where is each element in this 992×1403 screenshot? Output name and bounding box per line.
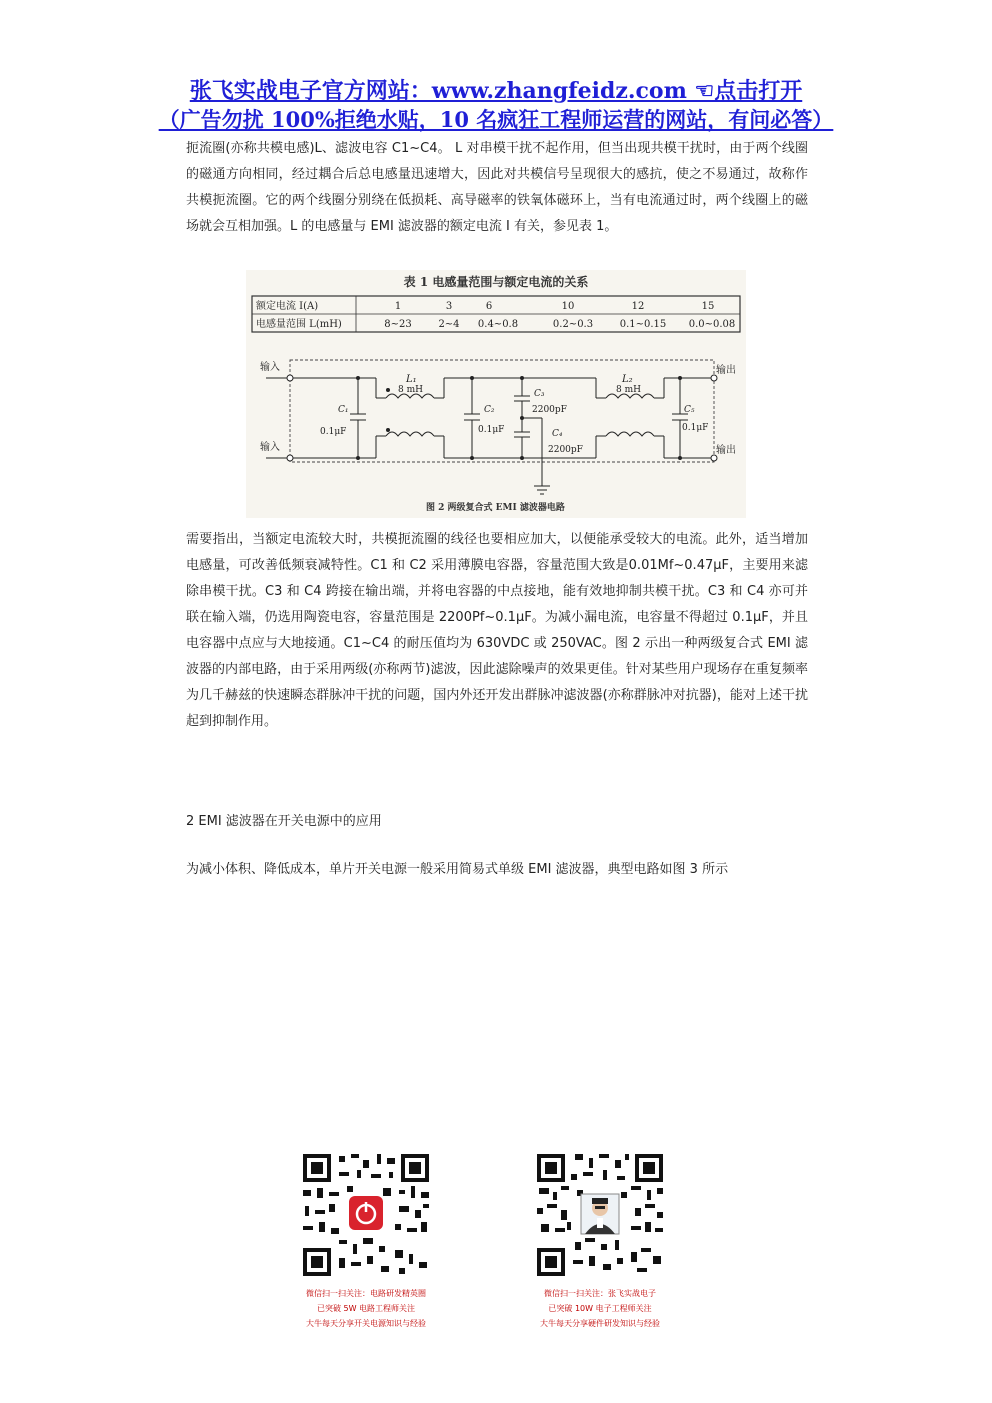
output-label-top: 输出 (716, 365, 736, 376)
table-current-cell: 1 (394, 301, 402, 312)
table-title: 表 1 电感量范围与额定电流的关系 (403, 275, 589, 289)
paragraph-single-stage: 为减小体积、降低成本，单片开关电源一般采用简易式单级 EMI 滤波器，典型电路如图 3 所示 (186, 862, 729, 877)
output-terminal-top (711, 375, 717, 381)
table-range-cell: 0.2~0.3 (552, 319, 594, 330)
C2-value: 0.1μF (478, 425, 505, 435)
C3-value: 2200pF (532, 405, 567, 415)
power-logo-icon (349, 1196, 383, 1230)
input-label-bottom: 输入 (260, 442, 280, 453)
qr-code-left[interactable] (299, 1150, 433, 1280)
table-range-cell: 2~4 (438, 319, 460, 330)
table-current-cell: 3 (445, 301, 453, 312)
section-heading: 2 EMI 滤波器在开关电源中的应用 (186, 814, 382, 829)
qr-caption-left-3: 大牛每天分享开关电源知识与经验 (306, 1319, 426, 1328)
website-banner-link[interactable]: 张飞实战电子官方网站：www.zhangfeidz.com ☜点击打开 (189, 78, 803, 104)
C4-label: C₄ (552, 429, 563, 439)
table-current-cell: 12 (631, 301, 645, 312)
figure-caption: 图 2 两级复合式 EMI 滤波器电路 (426, 503, 565, 513)
qr-code-block-right[interactable] (530, 1150, 670, 1329)
output-label-bottom: 输出 (716, 445, 736, 456)
website-banner-subtitle[interactable]: （广告勿扰 100%拒绝水贴，10 名疯狂工程师运营的网站，有问必答） (158, 107, 834, 132)
input-label-top: 输入 (260, 362, 280, 373)
input-terminal-bottom (287, 455, 293, 461)
C3-label: C₃ (534, 389, 545, 399)
figure-svg (246, 270, 746, 518)
qr-caption-right-1: 微信扫一扫关注：张飞实战电子 (544, 1289, 656, 1298)
filter-enclosure (290, 360, 714, 462)
table-range-cell: 8~23 (384, 319, 412, 330)
qr-code-block-left[interactable] (296, 1150, 436, 1329)
table-and-circuit-figure (246, 270, 746, 518)
input-terminal-top (287, 375, 293, 381)
C4-value: 2200pF (548, 445, 583, 455)
paragraph-choke-description: 扼流圈(亦称共模电感)L、滤波电容 C1~C4。 L 对串模干扰不起作用，但当出现共模干扰时，由于两个线圈的磁通方向相同，经过耦合后总电感量迅速增大，因此对共模信号呈现很大的感抗，使之不易通过，故称作共模扼流圈。它的两个线圈分别绕在低损耗、高导磁率的铁氧体磁环上，当有电流通过时，两个线圈上的磁场就会互相加强。L 的电感量与 EMI 滤波器的额定电流 I 有关，参见表 1。 (186, 141, 808, 234)
table-current-cell: 10 (561, 301, 575, 312)
qr-caption-right-3: 大牛每天分享硬件研发知识与经验 (540, 1319, 660, 1328)
L2-value: 8 mH (616, 385, 641, 395)
qr-caption-left-1: 微信扫一扫关注：电路研发精英圈 (306, 1289, 426, 1298)
table-current-cell: 15 (701, 301, 715, 312)
paragraph-capacitor-description: 需要指出，当额定电流较大时，共模扼流圈的线径也要相应加大，以便能承受较大的电流。此外，适当增加电感量，可改善低频衰减特性。C1 和 C2 采用薄膜电容器，容量范围大致是0.01Mf~0.47μF，主要用来滤除串模干扰。C3 和 C4 跨接在输出端，并将电容器的中点接地，能有效地抑制共模干扰。C3 和 C4 亦可并联在输入端，仍选用陶瓷电容，容量范围是 2200Pf~0.1μF。为减小漏电流，电容量不得超过 0.1μF，并且电容器中点应与大地接通。C1~C4 的耐压值均为 630VDC 或 250VAC。图 2 示出一种两级复合式 EMI 滤波器的内部电路，由于采用两级(亦称两节)滤波，因此滤除噪声的效果更佳。针对某些用户现场存在重复频率为几千赫兹的快速瞬态群脉冲干扰的问题，国内外还开发出群脉冲滤波器(亦称群脉冲对抗器)，能对上述干扰起到抑制作用。 (186, 532, 808, 729)
C1-label: C₁ (338, 405, 349, 415)
L1-value: 8 mH (398, 385, 423, 395)
table-row2-label: 电感量范围 L(mH) (256, 319, 342, 330)
qr-caption-right-2: 已突破 10W 电子工程师关注 (548, 1304, 652, 1313)
L2-label: L₂ (622, 374, 633, 385)
table-range-cell: 0.1~0.15 (619, 319, 667, 330)
table-row1-label: 额定电流 I(A) (256, 301, 319, 312)
C2-label: C₂ (484, 405, 495, 415)
qr-code-right[interactable] (533, 1150, 667, 1280)
table-range-cell: 0.0~0.08 (688, 319, 736, 330)
table-range-cell: 0.4~0.8 (477, 319, 519, 330)
output-terminal-bottom (711, 455, 717, 461)
C5-label: C₅ (684, 405, 695, 415)
table-current-cell: 6 (485, 301, 493, 312)
L1-label: L₁ (406, 374, 417, 385)
C1-value: 0.1μF (320, 427, 347, 437)
qr-caption-left-2: 已突破 5W 电路工程师关注 (316, 1304, 416, 1313)
C5-value: 0.1μF (682, 423, 709, 433)
